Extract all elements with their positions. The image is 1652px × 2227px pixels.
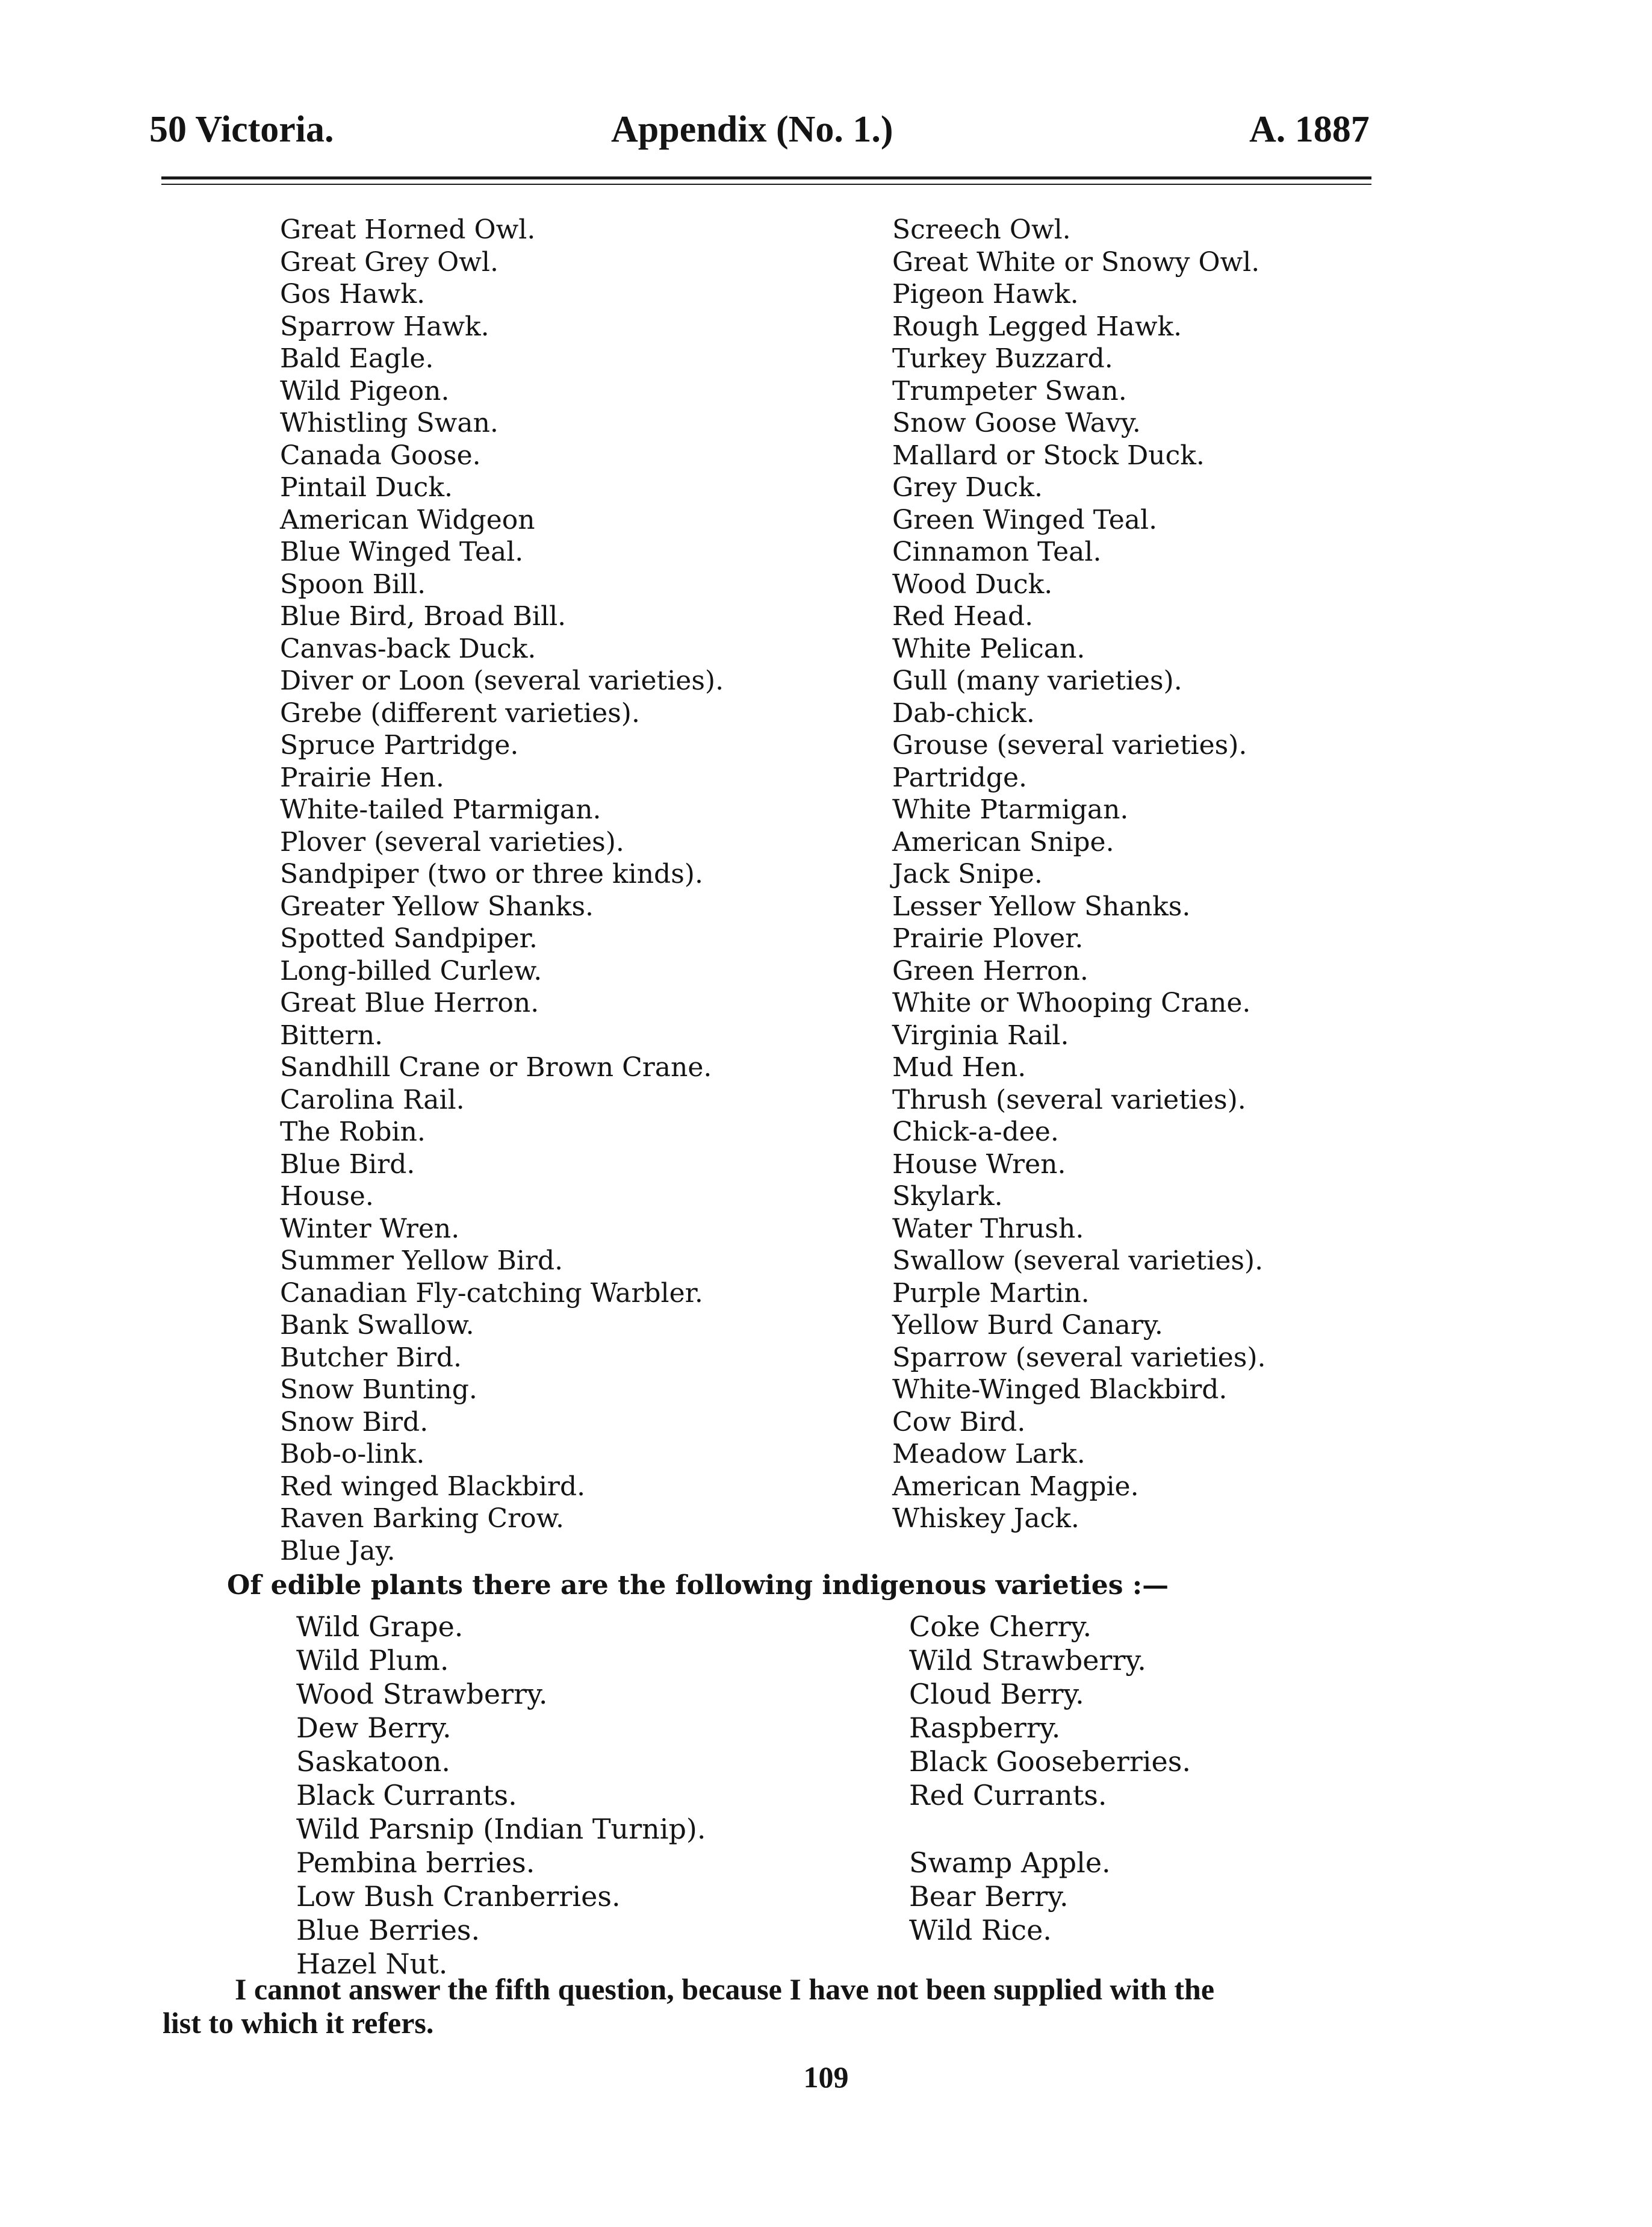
list-item: American Widgeon <box>280 504 535 535</box>
list-item: Sandpiper (two or three kinds). <box>280 859 703 889</box>
list-item: Spotted Sandpiper. <box>280 923 538 954</box>
list-item: Pintail Duck. <box>280 472 453 503</box>
list-item: Grey Duck. <box>892 472 1043 503</box>
list-item: Sandhill Crane or Brown Crane. <box>280 1052 712 1083</box>
list-item: Blue Jay. <box>280 1535 396 1566</box>
plants-intro: Of edible plants there are the following indigenous varieties :— <box>227 1570 1169 1601</box>
list-item: Red Currants. <box>909 1779 1107 1811</box>
list-item: Snow Bunting. <box>280 1374 477 1405</box>
list-item: Swamp Apple. <box>909 1846 1111 1879</box>
list-item: Wild Grape. <box>296 1610 464 1643</box>
list-item: Grebe (different varieties). <box>280 697 640 729</box>
list-item: Prairie Hen. <box>280 762 444 793</box>
list-item: Long-billed Curlew. <box>280 955 542 986</box>
list-item: Snow Goose Wavy. <box>892 408 1141 438</box>
list-item: Meadow Lark. <box>892 1439 1085 1469</box>
list-item: Grouse (several varieties). <box>892 730 1247 761</box>
header-rule-thick <box>161 176 1371 179</box>
list-item: Bob-o-link. <box>280 1439 425 1469</box>
list-item: White Pelican. <box>892 633 1085 664</box>
page-number: 109 <box>803 2060 849 2094</box>
list-item: House Wren. <box>892 1148 1066 1180</box>
list-item: Butcher Bird. <box>280 1342 462 1373</box>
list-item: Thrush (several varieties). <box>892 1084 1246 1115</box>
list-item: Whistling Swan. <box>280 408 498 438</box>
list-item: Swallow (several varieties). <box>892 1245 1264 1276</box>
list-item: Black Currants. <box>296 1779 517 1811</box>
list-item: Wild Parsnip (Indian Turnip). <box>296 1813 706 1845</box>
header-volume: 50 Victoria. <box>149 109 334 150</box>
closing-paragraph <box>163 1972 1397 2040</box>
list-item: Bank Swallow. <box>280 1310 474 1341</box>
list-item: Blue Bird. <box>280 1148 415 1180</box>
list-item: Dab-chick. <box>892 697 1035 729</box>
header-appendix: Appendix (No. 1.) <box>611 109 893 150</box>
list-item: Blue Winged Teal. <box>280 537 524 567</box>
birds-list-right <box>892 214 1266 1535</box>
list-item: Mallard or Stock Duck. <box>892 440 1205 471</box>
list-item: Turkey Buzzard. <box>892 343 1113 374</box>
list-item: Great Grey Owl. <box>280 246 498 278</box>
plants-list-left <box>296 1610 706 1981</box>
list-item: Great White or Snowy Owl. <box>892 246 1260 278</box>
list-item: Screech Owl. <box>892 214 1071 245</box>
list-item: Red Head. <box>892 601 1034 632</box>
list-item: Green Winged Teal. <box>892 504 1158 535</box>
list-item: Carolina Rail. <box>280 1084 465 1115</box>
list-item: Mud Hen. <box>892 1052 1026 1083</box>
list-item: Red winged Blackbird. <box>280 1471 586 1502</box>
list-item: Purple Martin. <box>892 1277 1090 1309</box>
list-item: Saskatoon. <box>296 1745 450 1778</box>
list-item: Bear Berry. <box>909 1880 1069 1913</box>
list-item: The Robin. <box>280 1117 426 1147</box>
list-item: Prairie Plover. <box>892 923 1084 954</box>
list-item: Pembina berries. <box>296 1846 535 1879</box>
list-item: Chick-a-dee. <box>892 1117 1059 1147</box>
list-item: Yellow Burd Canary. <box>892 1310 1163 1341</box>
list-item: Blue Bird, Broad Bill. <box>280 601 567 632</box>
list-item: Plover (several varieties). <box>280 826 624 858</box>
list-item: Bald Eagle. <box>280 343 434 374</box>
list-item: Water Thrush. <box>892 1213 1084 1244</box>
list-item: Trumpeter Swan. <box>892 375 1127 406</box>
list-item: Greater Yellow Shanks. <box>280 891 594 922</box>
list-item: Spoon Bill. <box>280 568 426 600</box>
list-item: Spruce Partridge. <box>280 730 519 761</box>
list-item: Hazel Nut. <box>296 1948 448 1980</box>
list-item: Lesser Yellow Shanks. <box>892 891 1191 922</box>
birds-list-left <box>280 214 724 1567</box>
list-item: American Snipe. <box>892 826 1114 858</box>
list-item: Partridge. <box>892 762 1028 793</box>
list-item: Cloud Berry. <box>909 1678 1084 1710</box>
list-item: Wild Plum. <box>296 1644 449 1677</box>
list-item: Winter Wren. <box>280 1213 460 1244</box>
list-item: Wild Rice. <box>909 1914 1052 1946</box>
list-item: Canadian Fly-catching Warbler. <box>280 1277 703 1309</box>
list-item: White-tailed Ptarmigan. <box>280 794 601 825</box>
list-item: House. <box>280 1181 374 1212</box>
list-item: Wood Strawberry. <box>296 1678 548 1710</box>
list-item: Great Horned Owl. <box>280 214 536 245</box>
list-item: Summer Yellow Bird. <box>280 1245 564 1276</box>
list-item: Jack Snipe. <box>892 859 1043 889</box>
list-item: Green Herron. <box>892 955 1088 986</box>
list-item: Coke Cherry. <box>909 1610 1092 1643</box>
list-item: White Ptarmigan. <box>892 794 1129 825</box>
list-item: Great Blue Herron. <box>280 988 539 1018</box>
list-item: Skylark. <box>892 1181 1003 1212</box>
list-item: Whiskey Jack. <box>892 1503 1079 1534</box>
list-item: Pigeon Hawk. <box>892 279 1079 310</box>
list-item: Canvas-back Duck. <box>280 633 536 664</box>
list-item: Diver or Loon (several varieties). <box>280 665 724 696</box>
list-item: Raspberry. <box>909 1712 1061 1744</box>
list-item: Black Gooseberries. <box>909 1745 1191 1778</box>
list-item: American Magpie. <box>892 1471 1139 1502</box>
list-item: Cow Bird. <box>892 1406 1026 1437</box>
closing-line-1: I cannot answer the fifth question, because I have not been supplied with the <box>235 1972 1215 2006</box>
list-item: White or Whooping Crane. <box>892 988 1251 1018</box>
list-spacer <box>909 1812 1191 1846</box>
list-item: Wood Duck. <box>892 568 1053 600</box>
list-item: Cinnamon Teal. <box>892 537 1102 567</box>
list-item: Wild Pigeon. <box>280 375 450 406</box>
list-item: Blue Berries. <box>296 1914 480 1946</box>
list-item: Gos Hawk. <box>280 279 426 310</box>
closing-line-2: list to which it refers. <box>163 2006 434 2040</box>
header-year: A. 1887 <box>1249 109 1370 150</box>
list-item: Sparrow Hawk. <box>280 311 489 342</box>
list-item: Bittern. <box>280 1020 384 1051</box>
list-item: Dew Berry. <box>296 1712 452 1744</box>
list-item: Raven Barking Crow. <box>280 1503 565 1534</box>
list-item: Sparrow (several varieties). <box>892 1342 1266 1373</box>
list-item: Canada Goose. <box>280 440 481 471</box>
list-item: Virginia Rail. <box>892 1020 1069 1051</box>
list-item: Wild Strawberry. <box>909 1644 1146 1677</box>
list-item: Snow Bird. <box>280 1406 429 1437</box>
list-item: Rough Legged Hawk. <box>892 311 1182 342</box>
plants-list-right <box>909 1610 1191 1947</box>
list-item: White-Winged Blackbird. <box>892 1374 1228 1405</box>
header-rule-thin <box>161 184 1371 185</box>
list-item: Low Bush Cranberries. <box>296 1880 621 1913</box>
list-item: Gull (many varieties). <box>892 665 1182 696</box>
running-header <box>0 102 1652 157</box>
